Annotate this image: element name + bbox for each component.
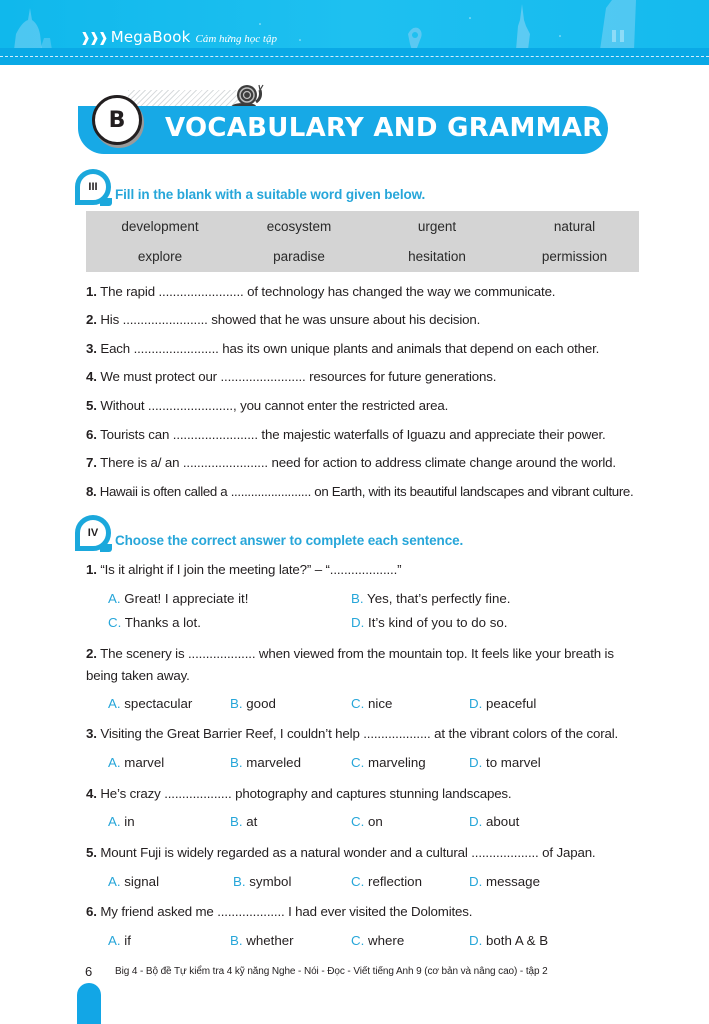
- option-text: at: [246, 814, 258, 829]
- question-item: [86, 427, 606, 442]
- answer-option[interactable]: [469, 755, 541, 770]
- question-text: Hawaii is often called a ........................ on Earth, with its beautiful landscapes and vibrant culture.: [99, 484, 634, 499]
- answer-option[interactable]: [469, 933, 548, 948]
- option-letter: B.: [230, 755, 243, 770]
- question-number: 2.: [86, 312, 97, 327]
- question-item: [86, 904, 472, 919]
- option-text: where: [368, 933, 405, 948]
- header-dashed-line: [0, 56, 709, 57]
- question-number: 6.: [86, 904, 97, 919]
- question-text: He’s crazy ................... photography and captures stunning landscapes.: [100, 786, 512, 801]
- question-number: 4.: [86, 786, 97, 801]
- option-text: marvel: [124, 755, 165, 770]
- exercise-number-badge: III: [75, 169, 111, 205]
- option-text: message: [486, 874, 540, 889]
- option-letter: D.: [351, 615, 365, 630]
- option-letter: D.: [469, 874, 483, 889]
- question-item: [86, 643, 646, 687]
- word-bank-item: natural: [553, 219, 596, 234]
- option-text: both A & B: [486, 933, 549, 948]
- option-letter: B.: [230, 933, 243, 948]
- option-letter: D.: [469, 814, 483, 829]
- question-number: 3.: [86, 726, 97, 741]
- word-bank-item: ecosystem: [266, 219, 332, 234]
- answer-option[interactable]: [230, 814, 257, 829]
- option-text: Thanks a lot.: [124, 615, 201, 630]
- question-item: [86, 455, 616, 470]
- banner-hatch-decoration: [128, 90, 243, 106]
- question-number: 4.: [86, 369, 97, 384]
- question-item: [86, 341, 599, 356]
- option-letter: B.: [230, 696, 243, 711]
- option-letter: B.: [230, 814, 243, 829]
- exercise-instruction: Fill in the blank with a suitable word given below.: [115, 187, 426, 202]
- answer-option[interactable]: [108, 933, 131, 948]
- answer-option[interactable]: [469, 696, 536, 711]
- word-bank-item: paradise: [273, 249, 325, 264]
- answer-option[interactable]: [469, 814, 519, 829]
- question-number: 1.: [86, 284, 97, 299]
- option-text: reflection: [368, 874, 422, 889]
- exercise-number-badge: IV: [75, 515, 111, 551]
- option-letter: D.: [469, 933, 483, 948]
- question-number: 1.: [86, 562, 97, 577]
- option-letter: C.: [351, 874, 365, 889]
- question-item: [86, 845, 595, 860]
- question-text: Without ........................, you cannot enter the restricted area.: [100, 398, 449, 413]
- brand-tagline: Cảm hứng học tập: [195, 33, 277, 45]
- option-text: marveling: [368, 755, 426, 770]
- option-letter: C.: [108, 615, 122, 630]
- answer-option[interactable]: [351, 615, 507, 630]
- question-number: 5.: [86, 845, 97, 860]
- word-bank-item: permission: [541, 249, 608, 264]
- page-number: 6: [85, 964, 93, 979]
- option-text: peaceful: [486, 696, 537, 711]
- page-header-banner: [0, 0, 709, 65]
- word-bank-grid: [86, 211, 639, 272]
- answer-option[interactable]: [230, 696, 276, 711]
- answer-option[interactable]: [351, 755, 426, 770]
- question-item: [86, 284, 555, 299]
- option-text: good: [246, 696, 276, 711]
- question-text: “Is it alright if I join the meeting late?” – “...................”: [100, 562, 402, 577]
- answer-option[interactable]: [108, 755, 164, 770]
- question-number: 3.: [86, 341, 97, 356]
- question-item: [86, 398, 448, 413]
- answer-option[interactable]: [469, 874, 540, 889]
- question-text: Mount Fuji is widely regarded as a natural wonder and a cultural ................... of Japan.: [100, 845, 596, 860]
- answer-option[interactable]: [351, 874, 422, 889]
- option-text: nice: [368, 696, 393, 711]
- option-letter: A.: [108, 874, 121, 889]
- question-text: We must protect our ........................ resources for future generations.: [100, 369, 497, 384]
- question-item: [86, 312, 480, 327]
- answer-option[interactable]: [351, 696, 392, 711]
- option-text: marveled: [246, 755, 301, 770]
- option-letter: D.: [469, 696, 483, 711]
- option-text: symbol: [249, 874, 292, 889]
- snail-icon: [230, 82, 268, 108]
- question-text: His ........................ showed that he was unsure about his decision.: [100, 312, 481, 327]
- answer-option[interactable]: [108, 814, 135, 829]
- word-bank-item: development: [121, 219, 199, 234]
- option-text: if: [124, 933, 131, 948]
- answer-option[interactable]: [108, 874, 159, 889]
- exercise-instruction: Choose the correct answer to complete each sentence.: [115, 533, 464, 548]
- answer-option[interactable]: [233, 874, 291, 889]
- option-letter: C.: [351, 814, 365, 829]
- word-bank-item: urgent: [417, 219, 457, 234]
- word-bank-item: explore: [137, 249, 183, 264]
- option-text: Yes, that’s perfectly fine.: [367, 591, 511, 606]
- option-text: on: [368, 814, 383, 829]
- brand-name: MegaBook: [110, 28, 191, 46]
- question-number: 6.: [86, 427, 97, 442]
- option-letter: A.: [108, 933, 121, 948]
- question-item: [86, 562, 401, 577]
- question-number: 7.: [86, 455, 97, 470]
- question-text: The scenery is ................... when viewed from the mountain top. It feels like your breath is being taken away.: [86, 646, 614, 683]
- answer-option[interactable]: [351, 591, 510, 606]
- question-number: 8.: [86, 484, 97, 499]
- option-letter: B.: [351, 591, 364, 606]
- option-text: to marvel: [486, 755, 541, 770]
- page-edge-tab: [77, 983, 101, 1024]
- question-text: The rapid ........................ of technology has changed the way we communicate.: [100, 284, 556, 299]
- option-letter: B.: [233, 874, 246, 889]
- option-letter: A.: [108, 755, 121, 770]
- option-text: spectacular: [124, 696, 193, 711]
- question-text: Each ........................ has its own unique plants and animals that depend on each other.: [100, 341, 600, 356]
- answer-option[interactable]: [351, 814, 383, 829]
- option-text: in: [124, 814, 135, 829]
- answer-option[interactable]: [230, 933, 294, 948]
- section-letter-badge: B: [92, 95, 142, 145]
- option-letter: C.: [351, 696, 365, 711]
- option-text: whether: [246, 933, 294, 948]
- question-item: [86, 726, 618, 741]
- option-letter: C.: [351, 755, 365, 770]
- option-letter: A.: [108, 696, 121, 711]
- question-number: 5.: [86, 398, 97, 413]
- question-number: 2.: [86, 646, 97, 661]
- word-bank-item: hesitation: [408, 249, 466, 264]
- question-item: [86, 369, 496, 384]
- footer-book-title: Big 4 - Bộ đề Tự kiểm tra 4 kỹ năng Nghe - Nói - Đọc - Viết tiếng Anh 9 (cơ bản và nâng cao) - tập 2: [115, 966, 548, 977]
- answer-option[interactable]: [108, 615, 201, 630]
- brand-logo: [80, 28, 277, 46]
- option-letter: C.: [351, 933, 365, 948]
- answer-option[interactable]: [108, 591, 248, 606]
- question-item: [86, 786, 511, 801]
- megabook-logo-icon: ❱❱❱: [80, 31, 107, 46]
- option-letter: A.: [108, 591, 121, 606]
- option-letter: D.: [469, 755, 483, 770]
- answer-option[interactable]: [108, 696, 192, 711]
- option-text: signal: [124, 874, 160, 889]
- option-text: Great! I appreciate it!: [124, 591, 249, 606]
- question-text: Visiting the Great Barrier Reef, I couldn’t help ................... at the vibrant colors of the coral.: [100, 726, 619, 741]
- question-text: Tourists can ........................ the majestic waterfalls of Iguazu and appreciate their power.: [100, 427, 606, 442]
- option-letter: A.: [108, 814, 121, 829]
- option-text: about: [486, 814, 520, 829]
- option-text: It’s kind of you to do so.: [368, 615, 508, 630]
- answer-option[interactable]: [351, 933, 404, 948]
- question-text: My friend asked me ................... I had ever visited the Dolomites.: [100, 904, 473, 919]
- word-bank-box: [86, 211, 639, 272]
- question-text: There is a/ an ........................ need for action to address climate change around the world.: [100, 455, 616, 470]
- answer-option[interactable]: [230, 755, 301, 770]
- section-title: VOCABULARY AND GRAMMAR: [165, 113, 603, 143]
- question-item: [86, 484, 633, 499]
